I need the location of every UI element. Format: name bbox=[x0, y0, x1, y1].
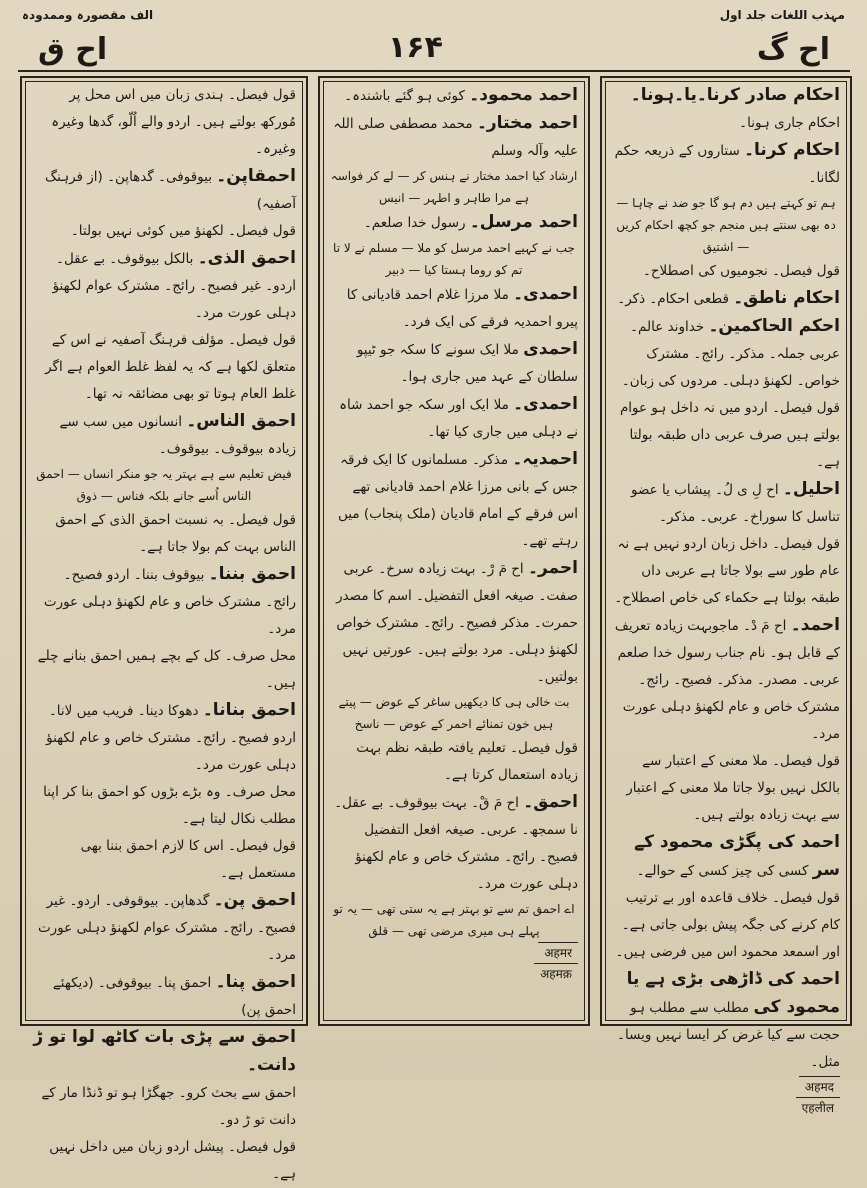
entry-paragraph: قول فیصل۔ لکھنؤ میں کوئی نہیں بولتا۔ bbox=[70, 223, 296, 239]
entry-definition: ملا ایک اور سکہ جو احمد شاہ نے دہلی میں جاری کیا تھا۔ bbox=[339, 397, 578, 440]
verse-quote: اے احمق تم سے تو بہتر ہے یہ ستی تھی — یہ تو پہلے ہی میری مرضی تھی — قلق bbox=[333, 902, 575, 938]
dictionary-entry bbox=[330, 789, 578, 898]
entry-headword: احمدیہ۔ bbox=[512, 449, 578, 469]
entry-headword: احکام ناطق۔ bbox=[733, 288, 840, 308]
entry-headword: احمد کی ڈاڑھی بڑی ہے یا محمود کی bbox=[626, 969, 840, 1017]
running-head-left: الف مقصورہ وممدودہ bbox=[22, 8, 154, 22]
entry-definition: مطلب سے مطلب ہو حجت سے کیا غرض کر ایسا نہیں ویسا۔ مثل۔ bbox=[617, 1000, 840, 1070]
entry-definition: گدھاپن۔ بیوقوفی۔ اردو۔ غیر فصیح۔ رائج۔ مشترک عوام لکھنؤ دہلی عورت مرد۔ bbox=[37, 893, 296, 963]
entry-definition: اح مَ رْ۔ بہت زیادہ سرخ۔ عربی صفت۔ صیغہ افعل التفضیل۔ اسم کا مصدر حمرت۔ مذکر فصیح۔ رائج۔ مشترک خواص لکھنؤ دہلی۔ مرد بولتے ہیں۔ عورتیں نہیں بولتیں۔ bbox=[336, 561, 578, 685]
dictionary-entry bbox=[32, 163, 296, 218]
entry-paragraph: محل صرف۔ کل کے بچے ہمیں احمق بنانے چلے ہیں۔ bbox=[37, 648, 296, 691]
dictionary-entry bbox=[32, 1024, 296, 1080]
verse-quote: ہم تو کہتے ہیں دم ہو گا جو ضد نے چاہا — دہ بھی سنتے ہیں منجم جو کچھ احکام کریں — اشتیق bbox=[616, 196, 836, 254]
entry-definition: ملا مرزا غلام احمد قادیانی کا پیرو احمدیہ فرقے کی ایک فرد۔ bbox=[346, 287, 578, 330]
entry-paragraph: احمق سے بحث کرو۔ جھگڑا ہو تو ڈنڈا مار کے دانت تو ڑ دو۔ bbox=[41, 1085, 296, 1128]
entry-paragraph: قول فیصل۔ نجومیوں کی اصطلاح۔ bbox=[642, 263, 840, 279]
entry-definition: اح لِ ی لُ۔ پیشاب یا عضو تناسل کا سوراخ۔ عربی۔ مذکر۔ bbox=[630, 482, 840, 525]
entry-paragraph: قول فیصل۔ اردو میں نہ داخل ہو عوام بولتے ہیں صرف عربی داں طبقہ بولتا ہے۔ bbox=[619, 400, 840, 470]
devanagari-gloss bbox=[612, 1097, 840, 1118]
entry-headword: احمدی bbox=[523, 339, 578, 359]
entry-definition: کوئی ہو گئے باشندہ۔ bbox=[344, 88, 465, 104]
entry-definition: انسانوں میں سب سے زیادہ بیوقوف۔ بیوقوف۔ bbox=[59, 414, 296, 457]
entry-definition: احکام جاری ہونا۔ bbox=[739, 115, 840, 131]
devanagari-gloss bbox=[330, 942, 578, 963]
dictionary-entry bbox=[330, 110, 578, 165]
dictionary-entry bbox=[612, 82, 840, 137]
running-head-right: مہذب اللغات جلد اول bbox=[719, 8, 845, 22]
dictionary-entry bbox=[612, 285, 840, 313]
dictionary-entry bbox=[32, 887, 296, 969]
dictionary-entry bbox=[330, 391, 578, 446]
dictionary-entry bbox=[612, 137, 840, 192]
devanagari-gloss bbox=[330, 963, 578, 984]
column-right bbox=[600, 76, 852, 1115]
dictionary-entry bbox=[32, 245, 296, 327]
entry-headword: احمد محمود۔ bbox=[469, 85, 578, 105]
entry-definition: محمد مصطفی صلی اللہ علیہ وآلہ وسلم bbox=[333, 116, 578, 159]
entry-definition: احمق پنا۔ بیوقوفی۔ (دیکھئے احمق پن) bbox=[52, 975, 296, 1018]
entry-headword: احمدی۔ bbox=[513, 284, 578, 304]
verse-quote: بت خالی ہی کا دیکھیں ساغر کے عوض — پیتے ہیں خون تمنائے احمر کے عوض — ناسخ bbox=[338, 695, 570, 731]
entry-paragraph: قول فیصل۔ بہ نسبت احمق الذی کے احمق الناس بہت کم بولا جاتا ہے۔ bbox=[55, 512, 296, 555]
entry-definition: بالکل بیوقوف۔ بے عقل۔ اردو۔ غیر فصیح۔ رائج۔ مشترک عوام لکھنؤ دہلی عورت مرد۔ bbox=[52, 251, 296, 321]
entry-definition: مذکر۔ مسلمانوں کا ایک فرقہ جس کے بانی مرزا غلام احمد قادیانی تھے اس فرقے کے امام قادیان (ملک پنجاب) میں رہتے تھے۔ bbox=[338, 452, 578, 549]
entry-paragraph: قول فیصل۔ مؤلف فرہنگ آصفیہ نے اس کے متعلق لکھا ہے کہ یہ لفظ غلط العوام ہے اگر غلط العام ہوتا تو بھی مضائقہ نہ تھا۔ bbox=[45, 332, 296, 402]
entry-headword: احمق بننا۔ bbox=[208, 564, 296, 584]
dictionary-entry bbox=[32, 561, 296, 643]
dictionary-entry bbox=[330, 209, 578, 237]
entry-paragraph: قول فیصل۔ اس کا لازم احمق بننا بھی مستعمل ہے۔ bbox=[80, 838, 296, 881]
entry-definition: خداوند عالم۔ عربی جملہ۔ مذکر۔ رائج۔ مشترک خواص۔ لکھنؤ دہلی۔ مردوں کی زبان۔ bbox=[621, 319, 840, 389]
dictionary-entry bbox=[330, 82, 578, 110]
entry-headword: احکام کرنا۔ bbox=[744, 140, 840, 160]
devanagari-text: एहलील bbox=[796, 1097, 840, 1118]
verse-quote: جب نے کہیے احمد مرسل کو ملا — مسلم نے لا تا تم کو روما ہستا کیا — دبیر bbox=[333, 241, 575, 277]
entry-definition: بیوقوف بننا۔ اردو فصیح۔ رائج۔ مشترک خاص و عام لکھنؤ دہلی عورت مرد۔ bbox=[43, 567, 296, 637]
verse-quote: فیض تعلیم سے ہے بہتر یہ جو منکر انساں — احمق الناس اُسے جانے بلکہ فناس — ذوق bbox=[36, 467, 292, 503]
entry-headword: احمق بنانا۔ bbox=[202, 700, 296, 720]
dictionary-entry bbox=[612, 829, 840, 966]
entry-headword: احمق۔ bbox=[523, 792, 578, 812]
entry-definition: اح مَ دْ۔ ماجوبہت زیادہ تعریف کے قابل ہو۔ نام جناب رسول خدا صلعم عربی۔ مصدر۔ مذکر۔ فصیح۔ رائج۔ مشترک خاص و عام لکھنؤ دہلی عورت مرد۔ bbox=[614, 618, 840, 742]
dictionary-entry bbox=[32, 697, 296, 779]
dictionary-entry bbox=[612, 313, 840, 395]
dictionary-entry bbox=[330, 281, 578, 336]
page-number: ۱۶۴ bbox=[388, 30, 443, 65]
entry-headword: احمق الذی۔ bbox=[197, 248, 296, 268]
devanagari-gloss bbox=[612, 1076, 840, 1097]
entry-headword: احمق پن۔ bbox=[213, 890, 296, 910]
verse-quote: ارشاد کیا احمد مختار نے ہنس کر — لے کر فواسہ ہے مرا طاہر و اطہر — انیس bbox=[330, 169, 578, 205]
column-middle bbox=[318, 76, 590, 1026]
entry-definition: کسی کی چیز کسی کے حوالے۔ قول فیصل۔ خلاف قاعدہ اور بے ترتیب کام کرنے کی جگہ پیش بولی جاتی ہے۔ اور اسمعد محمود اس میں فرضی ہیں۔ bbox=[615, 863, 840, 960]
header-guide-word-left: اح ق bbox=[38, 32, 108, 67]
entry-headword: احمد۔ bbox=[790, 615, 840, 635]
dictionary-entry bbox=[32, 969, 296, 1024]
dictionary-entry bbox=[612, 476, 840, 531]
entry-paragraph: قول فیصل۔ پیشل اردو زبان میں داخل نہیں ہے۔ bbox=[49, 1139, 296, 1182]
entry-definition: رسول خدا صلعم۔ bbox=[363, 215, 466, 231]
dictionary-entry bbox=[330, 446, 578, 555]
devanagari-text: अहमक़ bbox=[534, 963, 578, 984]
entry-definition: ملا ایک سونے کا سکہ جو ٹیپو سلطان کے عہد میں جاری ہوا۔ bbox=[356, 342, 578, 385]
entry-definition: قطعی احکام۔ ذکر۔ bbox=[617, 291, 729, 307]
dictionary-entry bbox=[612, 612, 840, 748]
entry-paragraph: قول فیصل۔ ہندی زبان میں اس محل پر مُورکھ بولتے ہیں۔ اردو والے اُلّو، گدھا وغیرہ وغیرہ۔ bbox=[51, 87, 296, 157]
entry-paragraph: قول فیصل۔ ملا معنی کے اعتبار سے بالکل نہیں بولا جاتا ملا معنی کے اعتبار سے بہت زیادہ بولتے ہیں۔ bbox=[626, 753, 840, 823]
entry-headword: احمقاپن۔ bbox=[216, 166, 296, 186]
entry-headword: احکام صادر کرنا۔یا۔ہونا۔ bbox=[630, 85, 840, 105]
dictionary-entry bbox=[32, 408, 296, 463]
dictionary-entry bbox=[330, 336, 578, 391]
entry-headword: احکم الحاکمین۔ bbox=[708, 316, 840, 336]
entry-paragraph: قول فیصل۔ تعلیم یافتہ طبقہ نظم بہت زیادہ استعمال کرتا ہے۔ bbox=[356, 740, 578, 783]
entry-headword: احمر۔ bbox=[527, 558, 578, 578]
entry-headword: احلیل۔ bbox=[782, 479, 840, 499]
entry-headword: احمد کی پگڑی محمود کے سر bbox=[634, 832, 840, 880]
entry-paragraph: قول فیصل۔ داخل زبان اردو نہیں ہے نہ عام طور سے بولا جاتا ہے عربی داں طبقہ بولتا ہے حکماء کی خاص اصطلاح۔ bbox=[614, 536, 840, 606]
entry-headword: احمد مرسل۔ bbox=[469, 212, 578, 232]
page-header bbox=[18, 30, 850, 72]
entry-headword: احمق الناس۔ bbox=[186, 411, 296, 431]
devanagari-text: अहमद bbox=[799, 1076, 840, 1097]
entry-definition: دھوکا دینا۔ فریب میں لانا۔ اردو فصیح۔ رائج۔ مشترک خاص و عام لکھنؤ دہلی عورت مرد۔ bbox=[46, 703, 296, 773]
entry-definition: اح مَ قْ۔ بہت بیوقوف۔ بے عقل۔ نا سمجھ۔ عربی۔ صیغہ افعل التفضیل فصیح۔ رائج۔ مشترک خاص و عام لکھنؤ دہلی عورت مرد۔ bbox=[334, 795, 578, 892]
entry-headword: احمق پنا۔ bbox=[215, 972, 296, 992]
header-guide-word-right: اح گ bbox=[756, 32, 830, 67]
entry-headword: احمق سے پڑی بات کاٹھ لوا تو ڑ دانت۔ bbox=[33, 1027, 296, 1075]
dictionary-entry bbox=[612, 966, 840, 1076]
column-left bbox=[20, 76, 308, 1182]
entry-definition: بیوقوفی۔ گدھاپن۔ (از فرہنگ آصفیہ) bbox=[45, 169, 296, 212]
devanagari-text: अहमर bbox=[538, 942, 578, 963]
entry-headword: احمدی۔ bbox=[513, 394, 578, 414]
entry-paragraph: محل صرف۔ وہ بڑے بڑوں کو احمق بنا کر اپنا مطلب نکال لیتا ہے۔ bbox=[43, 784, 296, 827]
dictionary-entry bbox=[330, 555, 578, 691]
entry-definition: ستاروں کے ذریعہ حکم لگانا۔ bbox=[614, 143, 840, 186]
entry-headword: احمد مختار۔ bbox=[476, 113, 578, 133]
